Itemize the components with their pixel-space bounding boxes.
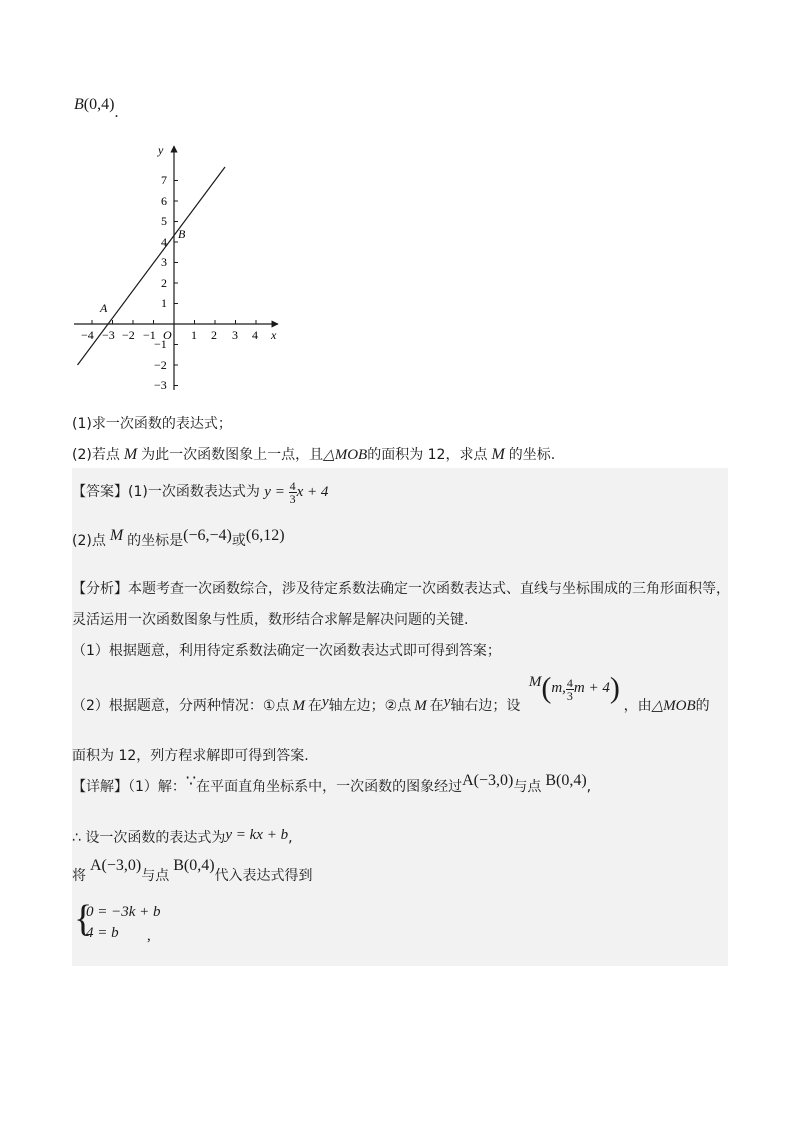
detail-line-1 (72, 772, 592, 796)
detail-text: , (288, 830, 293, 846)
y-axis-symbol: y (321, 694, 329, 711)
fraction-den: 3 (289, 492, 296, 506)
detail-text: 代入表达式得到 (214, 868, 313, 884)
detail-text: ∴ 设一次函数的表达式为 (72, 830, 226, 846)
point-b-name: B (74, 96, 84, 113)
question-2-text: (2)若点 (72, 447, 120, 463)
analysis-text: 在 (429, 698, 444, 715)
fraction-num: 4 (289, 479, 296, 493)
x-tick-label: −2 (122, 328, 135, 342)
point-m: M (414, 698, 427, 715)
answer-text: 的坐标是 (127, 533, 184, 549)
detail-text: 与点 (513, 779, 542, 795)
answer-line-2 (72, 527, 285, 550)
origin-label: O (163, 328, 172, 342)
expr-tail: m + 4 (573, 680, 610, 697)
x-tick-label: 3 (232, 328, 238, 342)
point-b-intro (74, 96, 119, 121)
x-axis-label: x (271, 328, 277, 342)
question-2 (72, 444, 555, 464)
because-symbol: ∵ (185, 773, 197, 790)
x-tick-label: 2 (211, 328, 217, 342)
point-a-coords: A(−3,0) (462, 772, 514, 789)
y-tick-label: 4 (161, 235, 167, 249)
point-m: M (123, 446, 138, 463)
eq-rest: x + 4 (296, 483, 329, 500)
point-m: M (491, 446, 505, 463)
fraction-num: 4 (566, 675, 573, 690)
y-tick-label: 3 (161, 255, 167, 269)
point-b-period: . (114, 104, 119, 121)
point-b-label: B (178, 227, 186, 241)
y-tick-label: 2 (161, 276, 167, 290)
detail-text: 与点 (141, 868, 170, 884)
fraction (566, 677, 574, 702)
y-tick-label: −3 (154, 378, 167, 392)
detail-text: （1）解： (128, 779, 186, 795)
point-b-coords: (0,4) (83, 96, 115, 113)
y-axis-label: y (158, 143, 164, 157)
detail-line-2 (72, 827, 293, 847)
detail-text: , (586, 779, 592, 795)
triangle-mob: △MOB (323, 447, 368, 463)
answer-label: 【答案】 (72, 483, 128, 500)
analysis-line-3: （1）根据题意，利用待定系数法确定一次函数表达式即可得到答案； (72, 643, 501, 659)
point-m: M (292, 698, 305, 715)
answer-line-1 (72, 480, 328, 505)
detail-label: 【详解】 (72, 779, 128, 795)
analysis-point-expression: M(m, $\frac{4}{3}$ m + 4) (528, 672, 620, 705)
answer-text: (2)点 (72, 533, 106, 549)
system-equation-2: 4 = b (86, 925, 119, 941)
expr-m: m, (551, 680, 566, 697)
analysis-line-1 (72, 578, 730, 598)
x-tick-label: 1 (191, 328, 197, 342)
point-b-coords: B(0,4) (545, 772, 587, 789)
analysis-text: 轴左边；②点 (328, 698, 412, 715)
detail-text: 在平面直角坐标系中，一次函数的图象经过 (196, 779, 463, 795)
analysis-line-4-lead (72, 694, 521, 715)
analysis-text: ，由 (623, 698, 652, 715)
y-axis-symbol: y (443, 694, 451, 711)
analysis-line-4 (72, 672, 710, 715)
point-a-label: A (100, 301, 108, 315)
triangle-mob: △MOB (651, 698, 696, 715)
answer-point-1: (−6,−4) (183, 527, 232, 544)
y-tick-label: −1 (154, 337, 167, 351)
system-comma: , (147, 928, 151, 944)
question-2-text: 的面积为 12，求点 (367, 447, 488, 463)
analysis-text: 的 (695, 698, 710, 715)
function-graph (70, 140, 290, 395)
question-2-text: 的坐标. (508, 447, 556, 463)
detail-line-3 (72, 857, 313, 885)
analysis-text: （2）根据题意，分两种情况：①点 (72, 698, 290, 715)
analysis-text: 本题考查一次函数综合，涉及待定系数法确定一次函数表达式、直线与坐标围成的三角形面积等， (128, 581, 730, 597)
question-1: (1)求一次函数的表达式； (72, 416, 232, 432)
analysis-text: 在 (307, 698, 322, 715)
question-2-text: 为此一次函数图象上一点，且 (141, 447, 324, 463)
y-tick-label: −2 (154, 358, 167, 372)
analysis-label: 【分析】 (72, 581, 128, 597)
general-equation: y = kx + b (225, 827, 289, 843)
system-brace: { (74, 898, 93, 940)
y-tick-label: 6 (161, 194, 167, 208)
answer-text: (1)一次函数表达式为 (128, 483, 260, 500)
eq-y: y = (264, 483, 285, 500)
x-tick-label: 4 (252, 328, 258, 342)
x-tick-label: −4 (81, 328, 94, 342)
analysis-line-4-tail (624, 698, 710, 714)
y-tick-label: 1 (161, 296, 167, 310)
point-a-coords: A(−3,0) (90, 857, 142, 874)
answer-point-2: (6,12) (245, 527, 285, 544)
analysis-line-5: 面积为 12，列方程求解即可得到答案. (72, 748, 309, 764)
point-m: M (109, 527, 124, 544)
answer-or: 或 (231, 533, 246, 549)
fraction (289, 480, 297, 505)
fraction-den: 3 (566, 688, 573, 703)
point-m: M (528, 674, 542, 691)
x-tick-label: −1 (143, 328, 156, 342)
analysis-line-2: 灵活运用一次函数图象与性质，数形结合求解是解决问题的关键. (72, 612, 469, 628)
y-tick-label: 7 (161, 173, 167, 187)
y-tick-label: 5 (161, 214, 167, 228)
point-b-coords: B(0,4) (173, 857, 215, 874)
detail-text: 将 (72, 868, 86, 884)
x-tick-label: −3 (102, 328, 115, 342)
analysis-text: 轴右边；设 (450, 698, 521, 715)
system-equation-1: 0 = −3k + b (86, 904, 161, 920)
answer-equation (264, 479, 329, 506)
